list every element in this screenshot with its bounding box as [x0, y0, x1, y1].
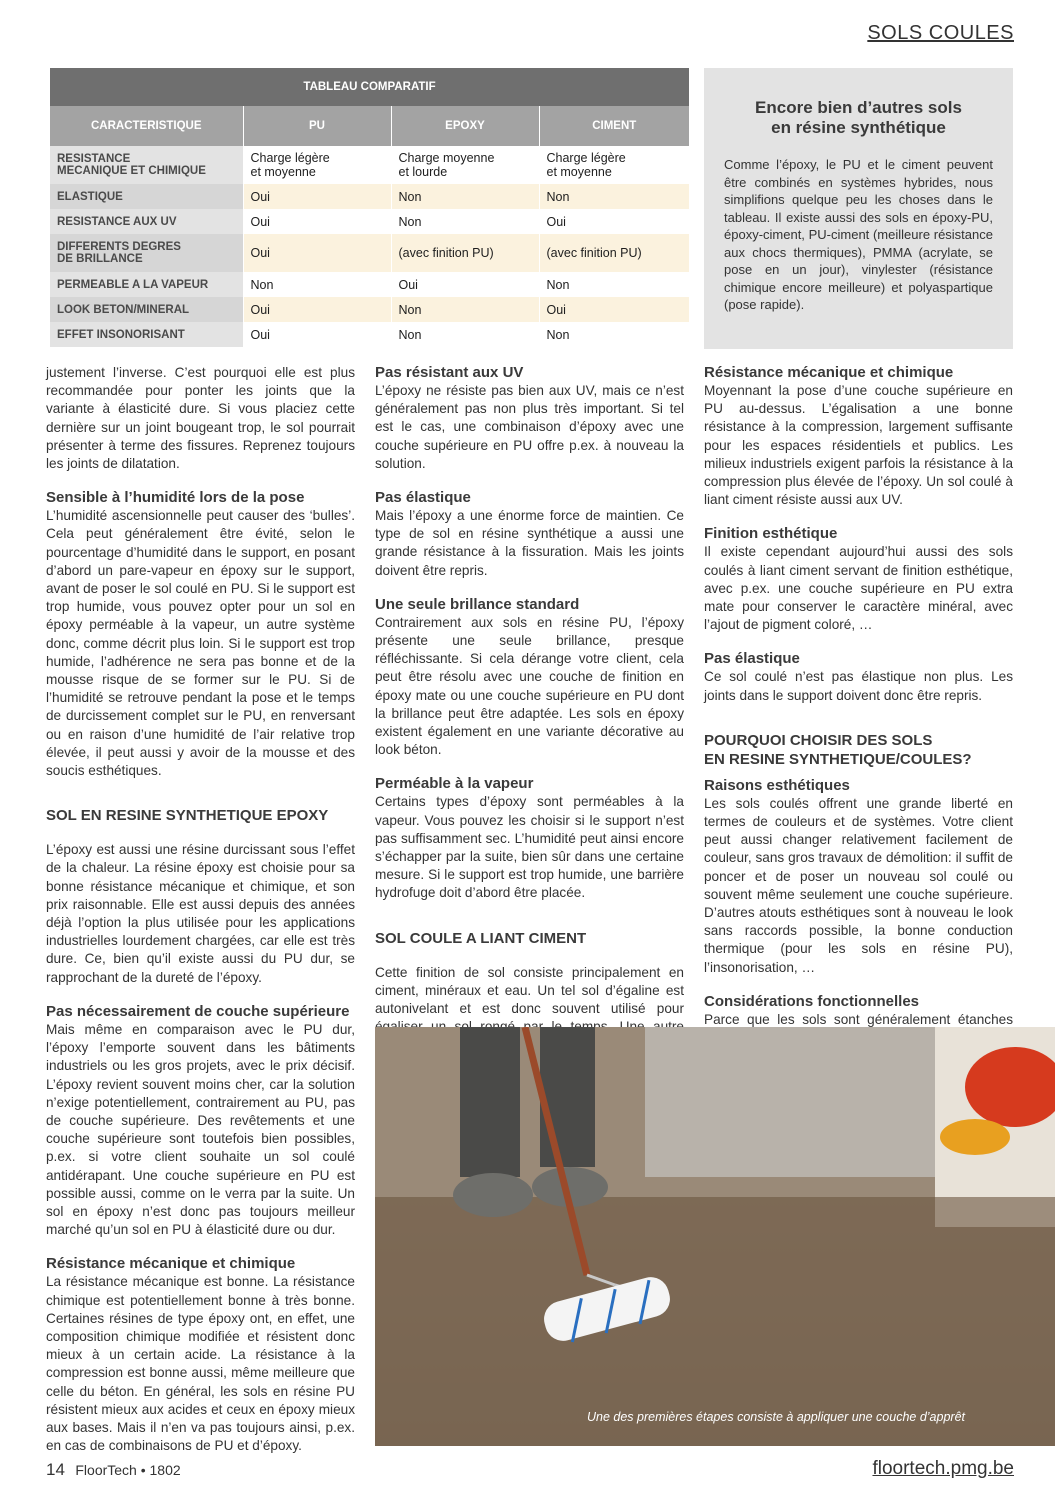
heading-humidite: Sensible à l’humidité lors de la pose — [46, 489, 305, 507]
cell-ciment: Charge légère et moyenne — [539, 146, 689, 184]
heading-finition: Finition esthétique — [704, 525, 838, 543]
cell-ciment: (avec finition PU) — [539, 234, 689, 272]
table-row — [50, 209, 689, 234]
paragraph: justement l’inverse. C’est pourquoi elle est plus recommandée pour ponter les joints que la variante à élasticité dure. Si vous placiez cette dernière sur un joint bougeant trop, le sol pourrait présenter à terme des fissures. Reprenez toujours les joints de dilatation. — [46, 365, 355, 472]
table-row — [50, 184, 689, 209]
paragraph: Il existe cependant aujourd’hui aussi des sols coulés à liant ciment servant de finition esthétique, avec p.ex. une couche supérieure en PU extra mate pour conserver le caractère minéral, avec l’ajout de pigment coloré, … — [704, 544, 1013, 633]
cell-ciment: Non — [539, 322, 689, 347]
table-header-epoxy: EPOXY — [391, 106, 539, 146]
paragraph: Moyennant la pose d’une couche supérieure en PU au-dessus. L’égalisation a une bonne résistance à la compression, largement suffisante pour les espaces résidentiels et publics. Les milieux industriels exigent parfois la résistance à la compression plus élevée de l’époxy. Un sol coulé à liant ciment résiste aussi aux UV. — [704, 383, 1013, 508]
publication-name: FloorTech • 1802 — [75, 1462, 181, 1478]
paragraph: Parce que les sols sont généralement étanches — [704, 1011, 1013, 1027]
table-row — [50, 322, 689, 347]
cell-epoxy: Non — [391, 322, 539, 347]
heading-vapeur: Perméable à la vapeur — [375, 775, 534, 793]
sidebar-title: Encore bien d’autres sols en résine synthétique — [755, 98, 962, 137]
table-header-ciment: CIMENT — [539, 106, 689, 146]
cell-pu: Oui — [243, 234, 391, 272]
cell-pu: Oui — [243, 322, 391, 347]
cell-epoxy: Non — [391, 184, 539, 209]
cell-pu: Non — [243, 272, 391, 297]
table-row — [50, 234, 689, 272]
paragraph: L’humidité ascensionnelle peut causer des ‘bulles’. Cela peut généralement être évité, selon le pourcentage d’humidité dans le support, en posant d’abord un pare-vapeur en époxy sur le support, avant de poser le sol coulé en PU. Si le support est trop humide, vous pouvez opter pour un sol en époxy perméable à la vapeur, un autre système donc, comme décrit plus loin. Si le support est trop humide, l’adhérence ne sera pas bonne et de la mousse risque de se former sur le PU. Si de l’humidité se retrouve pendant la pose et le temps de durcissement complet sur le PU, en renversant ou en raison d’une humidité de l’air relative trop élevée, il peut aussi y avoir de la mousse et des soucis esthétiques. — [46, 508, 355, 779]
section-title: SOLS COULES — [867, 22, 1014, 44]
cell-ciment: Non — [539, 184, 689, 209]
table-row — [50, 272, 689, 297]
floor-photo — [375, 1027, 1055, 1446]
cell-ciment: Oui — [539, 209, 689, 234]
cell-epoxy: (avec finition PU) — [391, 234, 539, 272]
heading-fonction: Considérations fonctionnelles — [704, 992, 920, 1010]
cell-pu: Oui — [243, 184, 391, 209]
heading-resistance: Résistance mécanique et chimique — [704, 364, 954, 381]
cell-feature: RESISTANCE MECANIQUE ET CHIMIQUE — [50, 146, 243, 184]
cell-ciment: Oui — [539, 297, 689, 322]
cell-epoxy: Oui — [391, 272, 539, 297]
cell-epoxy: Non — [391, 297, 539, 322]
cell-pu: Charge légère et moyenne — [243, 146, 391, 184]
cell-feature: DIFFERENTS DEGRES DE BRILLANCE — [50, 234, 243, 272]
cell-feature: ELASTIQUE — [50, 184, 243, 209]
column-3 — [704, 364, 1013, 1047]
heading-elastique: Pas élastique — [375, 489, 471, 507]
sidebar-box — [704, 68, 1013, 349]
cell-pu: Oui — [243, 297, 391, 322]
table-header-feature: CARACTERISTIQUE — [50, 106, 243, 146]
cell-feature: LOOK BETON/MINERAL — [50, 297, 243, 322]
photo-caption: Une des premières étapes consiste à appliquer une couche d’apprêt — [586, 1410, 965, 1424]
table-body — [50, 146, 689, 347]
cell-epoxy: Charge moyenne et lourde — [391, 146, 539, 184]
heading-uv: Pas résistant aux UV — [375, 364, 524, 381]
table-title: TABLEAU COMPARATIF — [50, 68, 689, 106]
paragraph: La résistance mécanique est bonne. La résistance chimique est potentiellement bonne à très bonne. Certaines résines de type époxy ont, en effet, une composition chimique modifiée et résistent donc mieux à un certain acide. La résistance à la compression est bonne aussi, même meilleure que celle du béton. En général, les sols en résine PU résistent mieux aux acides et ceux en époxy mieux aux bases. Mais il n’en va pas toujours ainsi, p.ex. en cas de combinaisons de PU et d’époxy. — [46, 1274, 355, 1454]
floor-priming-illustration — [375, 1027, 1055, 1446]
paragraph: Ce sol coulé n’est pas élastique non plus. Les joints dans le support doivent donc être repris. — [704, 669, 1013, 703]
column-1 — [46, 364, 355, 1455]
paragraph: Les sols coulés offrent une grande liberté en termes de couleurs et de systèmes. Votre client peut aussi changer relativement facilement de couleur, sans gros travaux de démolition: il suffit de poncer et de poser un nouveau sol coulé ou souvent même seulement une couche supérieure. D’autres atouts esthétiques sont à nouveau le look sans raccords possible, la bonne conduction thermique (pour les sols en résine PU), l’insonorisation, … — [704, 795, 1013, 975]
table-header-pu: PU — [243, 106, 391, 146]
paragraph: Certains types d’époxy sont perméables à la vapeur. Vous pouvez les choisir si le support n’est pas suffisamment sec. L’humidité peut ainsi encore s’échapper par la suite, bien sûr dans une certaine mesure. Si le support est trop humide, une barrière hydrofuge doit d’abord être placée. — [375, 794, 684, 901]
paragraph: Contrairement aux sols en résine PU, l’époxy présente une seule brillance, presque réfléchissante. Si cela dérange votre client, cela peut être résolu avec une couche de finition en époxy mate ou une couche supérieure en PU dont la brillance peut être adaptée. Les sols en époxy existent également en une variante décorative au look béton. — [375, 614, 684, 758]
heading-pourquoi: POURQUOI CHOISIR DES SOLS EN RESINE SYNTHETIQUE/COULES? — [704, 731, 972, 768]
cell-feature: PERMEABLE A LA VAPEUR — [50, 272, 243, 297]
heading-epoxy: SOL EN RESINE SYNTHETIQUE EPOXY — [46, 807, 329, 825]
table-row — [50, 297, 689, 322]
column-2 — [375, 364, 684, 1055]
cell-epoxy: Non — [391, 209, 539, 234]
cell-feature: RESISTANCE AUX UV — [50, 209, 243, 234]
paragraph: L’époxy ne résiste pas bien aux UV, mais ce n’est généralement pas non plus très important. Si tel est le cas, une combinaison d’époxy avec une couche supérieure en PU offre p.ex. à nouveau la solution. — [375, 383, 684, 471]
website-link[interactable]: floortech.pmg.be — [872, 1458, 1014, 1479]
heading-raisons: Raisons esthétiques — [704, 776, 850, 794]
heading-couche: Pas nécessairement de couche supérieure — [46, 1002, 350, 1020]
paragraph: L’époxy est aussi une résine durcissant sous l’effet de la chaleur. La résine époxy est choisie pour sa bonne résistance mécanique et chimique, et son prix raisonnable. Elle est aussi depuis des années déjà l’option la plus utilisée pour les applications industrielles lourdement chargées, car elle est très dure. Ce, bien qu’il existe aussi du PU dur, se rapprochant de la dureté de l’époxy. — [46, 842, 355, 985]
footer-page-info — [46, 1460, 181, 1480]
heading-elastique: Pas élastique — [704, 650, 800, 668]
table-row — [50, 146, 689, 184]
page-number: 14 — [46, 1460, 65, 1479]
cell-ciment: Non — [539, 272, 689, 297]
cell-pu: Oui — [243, 209, 391, 234]
sidebar-text: Comme l’époxy, le PU et le ciment peuvent être combinés en systèmes hybrides, nous simplifions quelque peu les choses dans le tableau. Il existe aussi des sols en époxy-PU, époxy-ciment, PU-ciment (meilleure résistance aux chocs thermiques), PMMA (acrylate, se pose en un jour), vinylester (résistance chimique encore meilleure) et polyaspartique (pose rapide). — [724, 157, 993, 312]
heading-brillance: Une seule brillance standard — [375, 595, 580, 613]
paragraph: Mais même en comparaison avec le PU dur, l’époxy l’emporte souvent dans les bâtiments industriels ou les gros projets, avec le prix décisif. L’époxy revient souvent moins cher, car la solution n’exige potentiellement, contrairement au PU, pas de couche supérieure. Des revêtements et une couche supérieure sont toutefois bien possibles, p.ex. si votre client souhaite un sol coulé antidérapant. Une couche supérieure en PU est possible aussi, comme on le verra par la suite. Un sol en époxy n’est donc pas toujours meilleur marché qu’un sol en PU à élasticité dure ou dur. — [46, 1021, 355, 1238]
heading-ciment: SOL COULE A LIANT CIMENT — [375, 929, 587, 947]
heading-resistance: Résistance mécanique et chimique — [46, 1255, 296, 1273]
cell-feature: EFFET INSONORISANT — [50, 322, 243, 347]
comparison-table — [50, 68, 690, 347]
paragraph: Mais l’époxy a une énorme force de maintien. Ce type de sol en résine synthétique a aussi une grande résistance à la fissuration. Mais les joints doivent être repris. — [375, 508, 684, 578]
paragraph: Cette finition de sol consiste principalement en ciment, minéraux et eau. Un tel sol d’égaline est autonivelant et est donc souvent utilisé pour — [375, 964, 684, 1017]
